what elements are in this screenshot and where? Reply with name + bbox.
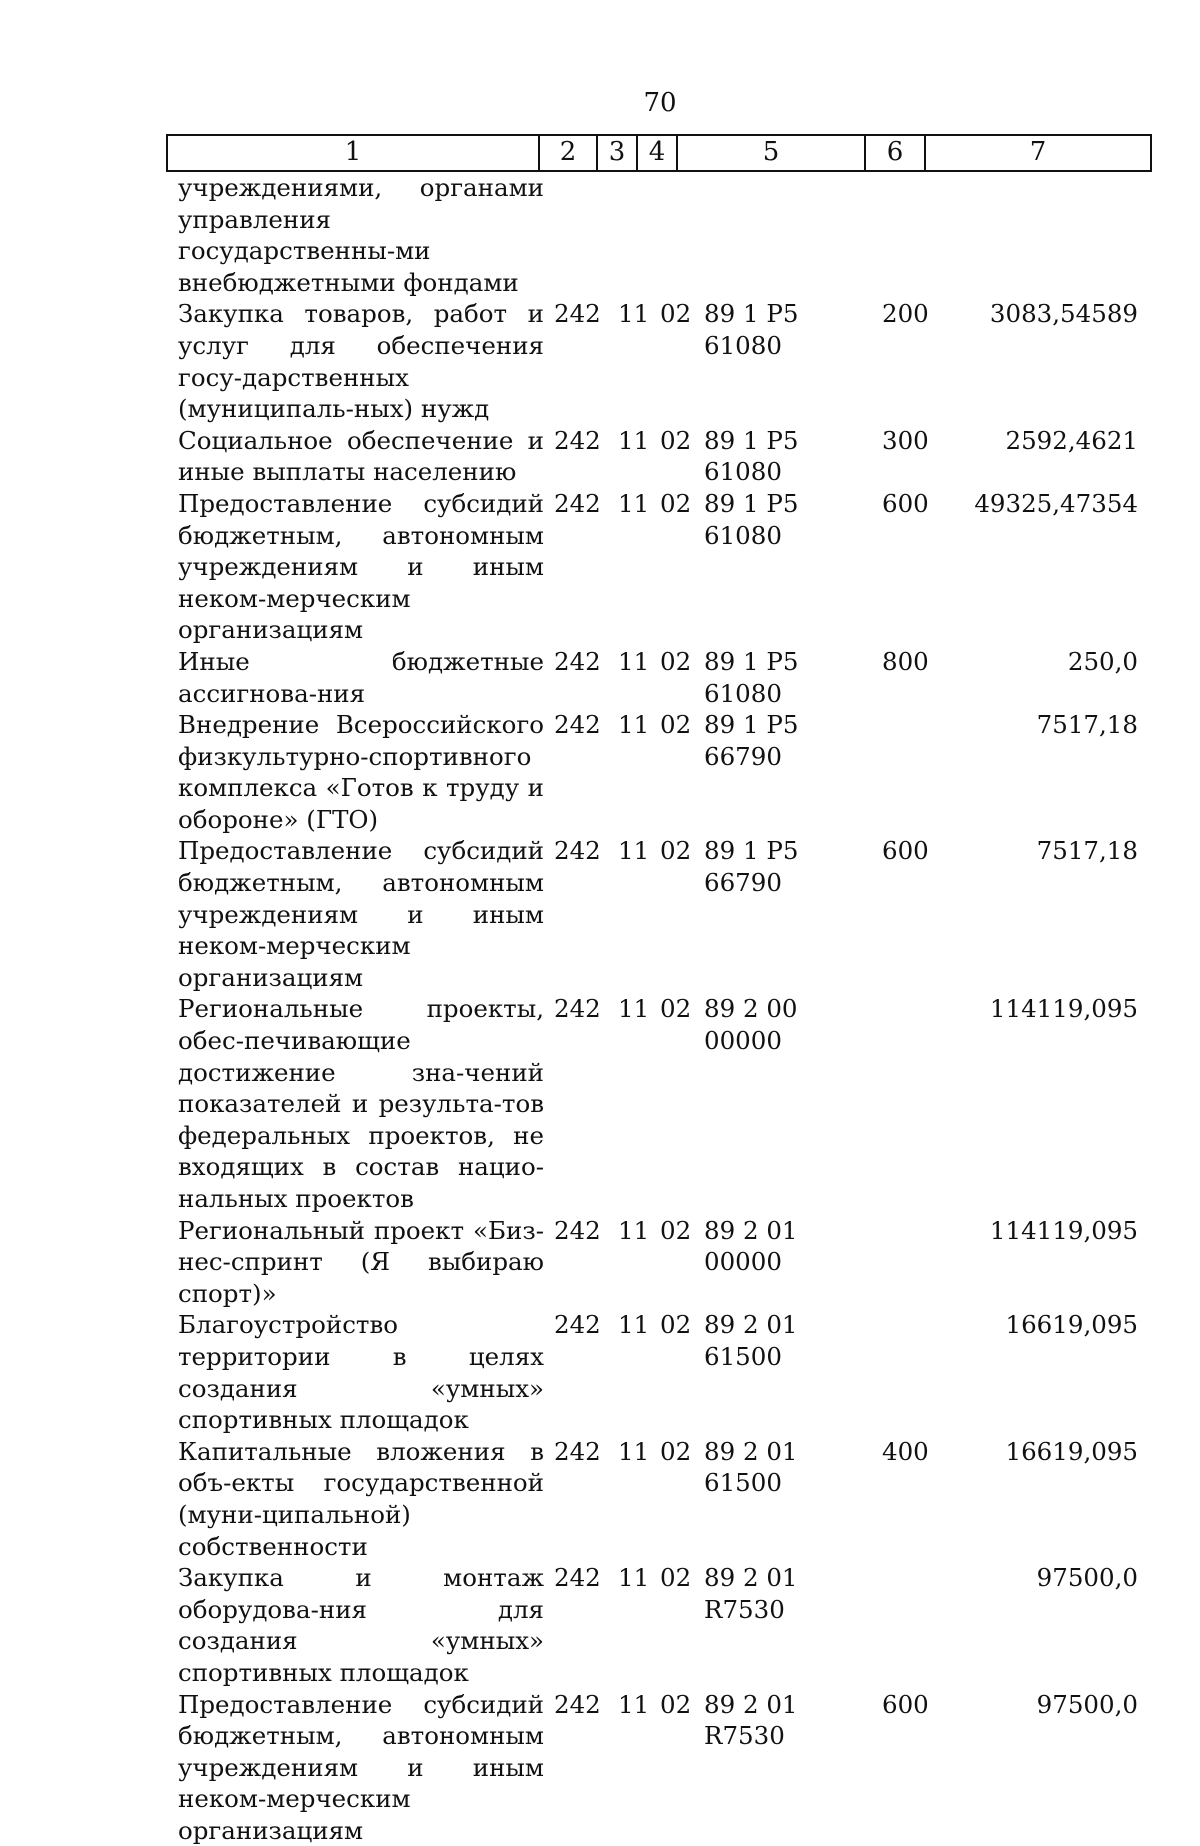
- row-codes: [544, 1562, 1138, 1625]
- row-c2: 242: [544, 1309, 618, 1372]
- row-name: Благоустройство территории в целях создания «умных» спортивных площадок: [178, 1309, 544, 1435]
- row-c3: 11: [618, 298, 660, 361]
- row-c3: 11: [618, 1689, 660, 1752]
- table-row: [178, 646, 1138, 709]
- row-c3: 11: [618, 1436, 660, 1499]
- row-c6: [882, 1215, 942, 1278]
- row-c6: 400: [882, 1436, 942, 1499]
- table-row: [178, 1215, 1138, 1310]
- row-c4: 02: [660, 709, 704, 772]
- row-c7: 16619,095: [942, 1309, 1138, 1372]
- row-name: Региональные проекты, обес-печивающие достижение зна-чений показателей и результа-тов федеральных проектов, не входящих в состав нацио-нальных проектов: [178, 993, 544, 1214]
- row-c6: 300: [882, 425, 942, 488]
- row-c4: 02: [660, 1215, 704, 1278]
- row-name: Предоставление субсидий бюджетным, автономным учреждениям и иным неком-мерческим организациям: [178, 835, 544, 993]
- row-c3: 11: [618, 1562, 660, 1625]
- row-c2: 242: [544, 488, 618, 551]
- row-c6: [882, 1562, 942, 1625]
- row-c2: 242: [544, 646, 618, 709]
- row-name: Предоставление субсидий бюджетным, автономным учреждениям и иным неком-мерческим организациям: [178, 1689, 544, 1846]
- header-col-4: 4: [638, 136, 678, 170]
- row-codes: [544, 709, 1138, 772]
- row-c5: 89 1 P5 61080: [704, 488, 882, 551]
- row-c3: 11: [618, 709, 660, 772]
- row-c7: 3083,54589: [942, 298, 1138, 361]
- row-name: учреждениями, органами управления государственны-ми внебюджетными фондами: [178, 172, 544, 298]
- row-c3: 11: [618, 1215, 660, 1278]
- row-name: Предоставление субсидий бюджетным, автономным учреждениям и иным неком-мерческим организациям: [178, 488, 544, 646]
- row-c3: 11: [618, 835, 660, 898]
- row-codes: [544, 1689, 1138, 1752]
- row-c3: 11: [618, 425, 660, 488]
- row-c5: 89 2 01 R7530: [704, 1562, 882, 1625]
- table-row: [178, 1436, 1138, 1562]
- row-name: Иные бюджетные ассигнова-ния: [178, 646, 544, 709]
- row-c4: 02: [660, 425, 704, 488]
- row-c7: 114119,095: [942, 993, 1138, 1056]
- row-codes: [544, 488, 1138, 551]
- row-codes: [544, 1309, 1138, 1372]
- table-row: [178, 835, 1138, 993]
- row-c2: 242: [544, 993, 618, 1056]
- table-header: [166, 134, 1152, 172]
- row-c4: 02: [660, 488, 704, 551]
- row-c7: 7517,18: [942, 835, 1138, 898]
- row-c5: 89 1 P5 61080: [704, 646, 882, 709]
- row-c6: 600: [882, 488, 942, 551]
- table-row: [178, 1309, 1138, 1435]
- table-row: [178, 425, 1138, 488]
- row-c7: 49325,47354: [942, 488, 1138, 551]
- row-c4: 02: [660, 298, 704, 361]
- row-codes: [544, 835, 1138, 898]
- row-c6: [882, 1309, 942, 1372]
- header-col-1: 1: [168, 136, 540, 170]
- row-codes: [544, 646, 1138, 709]
- row-c2: 242: [544, 835, 618, 898]
- row-c4: 02: [660, 1436, 704, 1499]
- row-c7: 7517,18: [942, 709, 1138, 772]
- row-c3: 11: [618, 1309, 660, 1372]
- row-c7: 114119,095: [942, 1215, 1138, 1278]
- header-col-2: 2: [540, 136, 598, 170]
- table-row: [178, 993, 1138, 1214]
- row-c3: 11: [618, 993, 660, 1056]
- table-row: [178, 172, 1138, 298]
- row-name: Внедрение Всероссийского физкультурно-спортивного комплекса «Готов к труду и обороне» (ГТО): [178, 709, 544, 835]
- row-c4: 02: [660, 835, 704, 898]
- page-number: 70: [0, 88, 1200, 118]
- table-row: [178, 488, 1138, 646]
- row-c6: [882, 993, 942, 1056]
- budget-table-body: [178, 172, 1138, 1846]
- row-codes: [544, 1215, 1138, 1278]
- row-c7: 2592,4621: [942, 425, 1138, 488]
- row-c5: 89 2 01 00000: [704, 1215, 882, 1278]
- row-c6: [882, 709, 942, 772]
- row-codes: [544, 1436, 1138, 1499]
- row-name: Закупка товаров, работ и услуг для обеспечения госу-дарственных (муниципаль-ных) нужд: [178, 298, 544, 424]
- row-name: Социальное обеспечение и иные выплаты населению: [178, 425, 544, 488]
- row-c4: 02: [660, 1309, 704, 1372]
- row-c6: 800: [882, 646, 942, 709]
- row-c5: 89 2 01 R7530: [704, 1689, 882, 1752]
- row-c5: 89 1 P5 61080: [704, 425, 882, 488]
- row-c5: 89 2 01 61500: [704, 1436, 882, 1499]
- row-name: Закупка и монтаж оборудова-ния для создания «умных» спортивных площадок: [178, 1562, 544, 1688]
- row-c5: 89 1 P5 66790: [704, 709, 882, 772]
- table-row: [178, 1562, 1138, 1688]
- row-c4: 02: [660, 993, 704, 1056]
- row-c7: 16619,095: [942, 1436, 1138, 1499]
- row-c2: 242: [544, 1215, 618, 1278]
- row-c2: 242: [544, 1562, 618, 1625]
- row-codes: [544, 298, 1138, 361]
- row-c4: 02: [660, 1689, 704, 1752]
- row-codes: [544, 425, 1138, 488]
- row-c3: 11: [618, 646, 660, 709]
- row-c4: 02: [660, 1562, 704, 1625]
- header-col-6: 6: [866, 136, 926, 170]
- row-name: Капитальные вложения в объ-екты государственной (муни-ципальной) собственности: [178, 1436, 544, 1562]
- row-c5: 89 2 01 61500: [704, 1309, 882, 1372]
- row-c6: 200: [882, 298, 942, 361]
- row-c5: 89 1 P5 61080: [704, 298, 882, 361]
- table-row: [178, 1689, 1138, 1846]
- row-c5: 89 1 P5 66790: [704, 835, 882, 898]
- table-row: [178, 298, 1138, 424]
- row-c2: 242: [544, 425, 618, 488]
- row-c5: 89 2 00 00000: [704, 993, 882, 1056]
- header-col-7: 7: [926, 136, 1150, 170]
- row-c3: 11: [618, 488, 660, 551]
- header-col-3: 3: [598, 136, 638, 170]
- row-c2: 242: [544, 1436, 618, 1499]
- row-c2: 242: [544, 298, 618, 361]
- table-row: [178, 709, 1138, 835]
- row-codes: [544, 993, 1138, 1056]
- row-c7: 97500,0: [942, 1689, 1138, 1752]
- row-c4: 02: [660, 646, 704, 709]
- row-c6: 600: [882, 835, 942, 898]
- row-name: Региональный проект «Биз-нес-спринт (Я выбираю спорт)»: [178, 1215, 544, 1310]
- header-col-5: 5: [678, 136, 866, 170]
- row-c2: 242: [544, 709, 618, 772]
- row-c2: 242: [544, 1689, 618, 1752]
- row-c7: 97500,0: [942, 1562, 1138, 1625]
- row-c7: 250,0: [942, 646, 1138, 709]
- row-c6: 600: [882, 1689, 942, 1752]
